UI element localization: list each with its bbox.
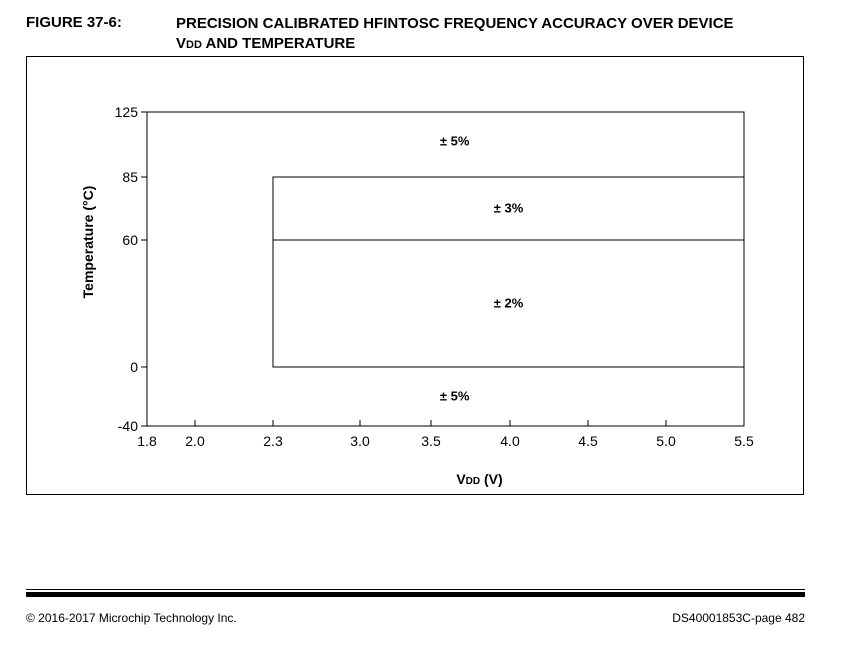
figure-title-line2: [176, 34, 816, 55]
y-tick-label-2: 60: [122, 232, 138, 248]
x-tick-label-7: 5.0: [656, 433, 676, 449]
figure-title-rest: AND TEMPERATURE: [201, 35, 356, 52]
footer-copyright: © 2016-2017 Microchip Technology Inc.: [26, 611, 237, 625]
y-tick-label-3: 85: [122, 169, 138, 185]
chart-frame: [26, 56, 804, 495]
x-axis-label: [456, 471, 502, 487]
outer-label-1: ± 5%: [439, 388, 470, 404]
region-label-0: ± 3%: [493, 200, 524, 216]
footer-page-ref: DS40001853C-page 482: [672, 611, 805, 625]
region-label-1: ± 2%: [493, 295, 524, 311]
x-tick-label-8: 5.5: [734, 433, 754, 449]
footer-rule-thick: [26, 592, 805, 597]
x-tick-label-0: 1.8: [137, 433, 157, 449]
x-tick-label-1: 2.0: [185, 433, 205, 449]
y-axis-label: Temperature (°C): [80, 185, 96, 299]
x-axis-label-dd: DD: [465, 476, 481, 487]
figure-title-dd: DD: [186, 39, 202, 51]
x-tick-label-2: 2.3: [263, 433, 283, 449]
x-axis-label-v: V: [456, 471, 466, 487]
y-tick-label-4: 125: [114, 104, 138, 120]
chart-svg: [27, 57, 803, 494]
x-tick-label-4: 3.5: [421, 433, 441, 449]
y-tick-label-0: -40: [117, 418, 138, 434]
figure-label: FIGURE 37-6:: [26, 14, 122, 31]
x-tick-label-5: 4.0: [500, 433, 520, 449]
x-axis-label-unit: (V): [480, 471, 503, 487]
y-tick-label-1: 0: [130, 359, 138, 375]
figure-title-v: V: [176, 35, 187, 52]
x-tick-label-6: 4.5: [578, 433, 598, 449]
plot-area-border: [147, 112, 744, 426]
figure-title-line1: PRECISION CALIBRATED HFINTOSC FREQUENCY ACCURACY OVER DEVICE: [176, 15, 734, 32]
footer-rule-thin: [26, 589, 805, 590]
x-tick-label-3: 3.0: [350, 433, 370, 449]
outer-label-0: ± 5%: [439, 133, 470, 149]
figure-title: [176, 14, 816, 55]
